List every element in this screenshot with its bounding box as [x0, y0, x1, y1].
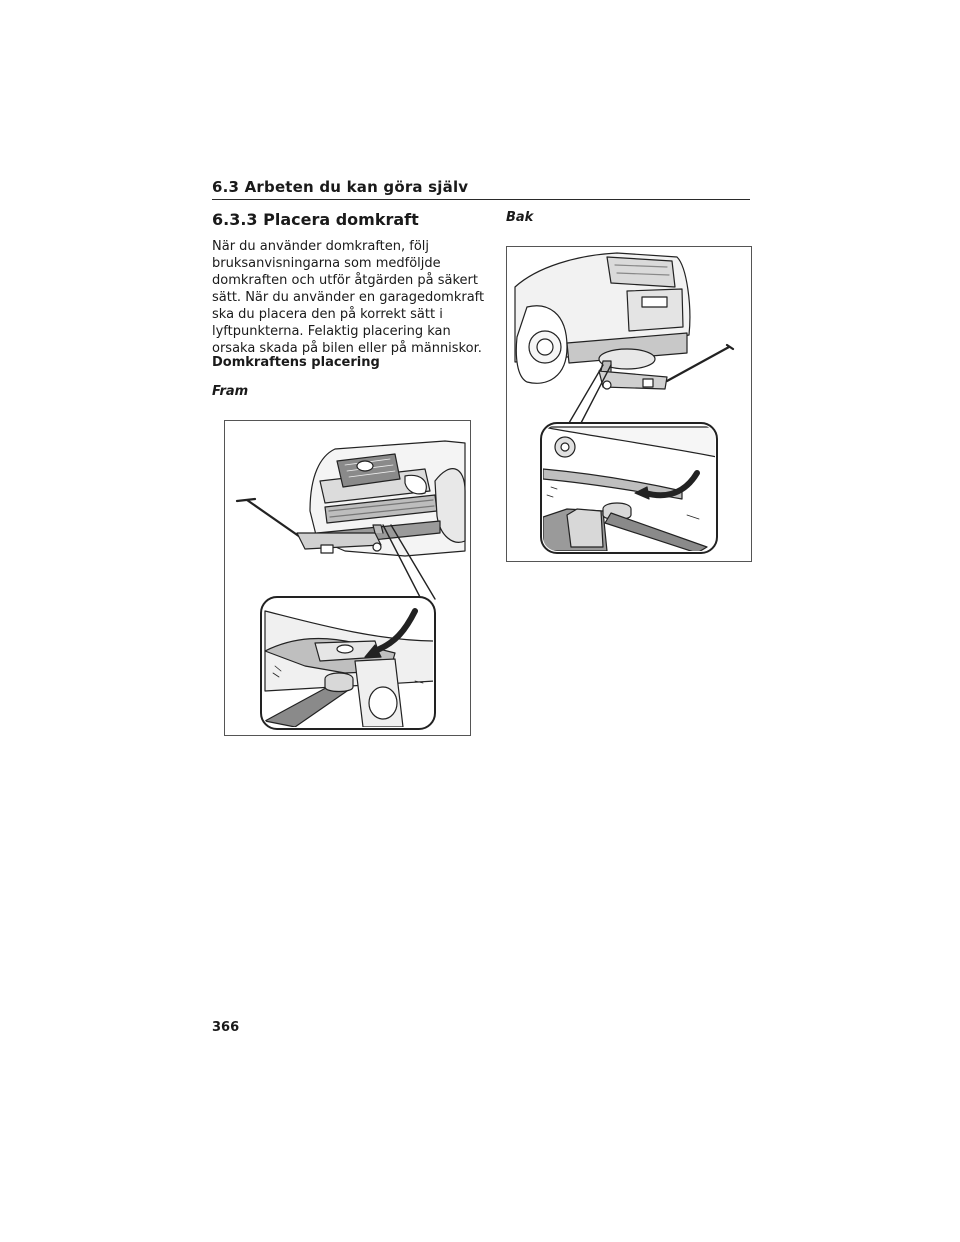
- intro-line: orsaka skada på bilen eller på människor.: [212, 341, 482, 356]
- intro-line: lyftpunkterna. Felaktig placering kan: [212, 324, 451, 339]
- rear-jack-figure: [506, 246, 752, 562]
- intro-line: ska du placera den på korrekt sätt i: [212, 307, 443, 322]
- intro-line: sätt. När du använder en garagedomkraft: [212, 290, 485, 305]
- page-number: 366: [212, 1020, 240, 1035]
- intro-line: domkraften och utför åtgärden på säkert: [212, 273, 478, 288]
- front-label: Fram: [212, 384, 249, 399]
- front-jack-illustration-icon: [225, 421, 470, 735]
- rear-label: Bak: [506, 210, 534, 225]
- intro-line: bruksanvisningarna som medföljde: [212, 256, 441, 271]
- intro-line: När du använder domkraften, följ: [212, 239, 430, 254]
- subsection-title: 6.3.3 Placera domkraft: [212, 210, 419, 229]
- front-jack-figure: [224, 420, 471, 736]
- section-header: 6.3 Arbeten du kan göra själv: [212, 178, 469, 196]
- section-divider: [212, 199, 750, 200]
- rear-jack-illustration-icon: [507, 247, 751, 561]
- intro-paragraph: [212, 238, 485, 357]
- jack-position-heading: Domkraftens placering: [212, 355, 380, 370]
